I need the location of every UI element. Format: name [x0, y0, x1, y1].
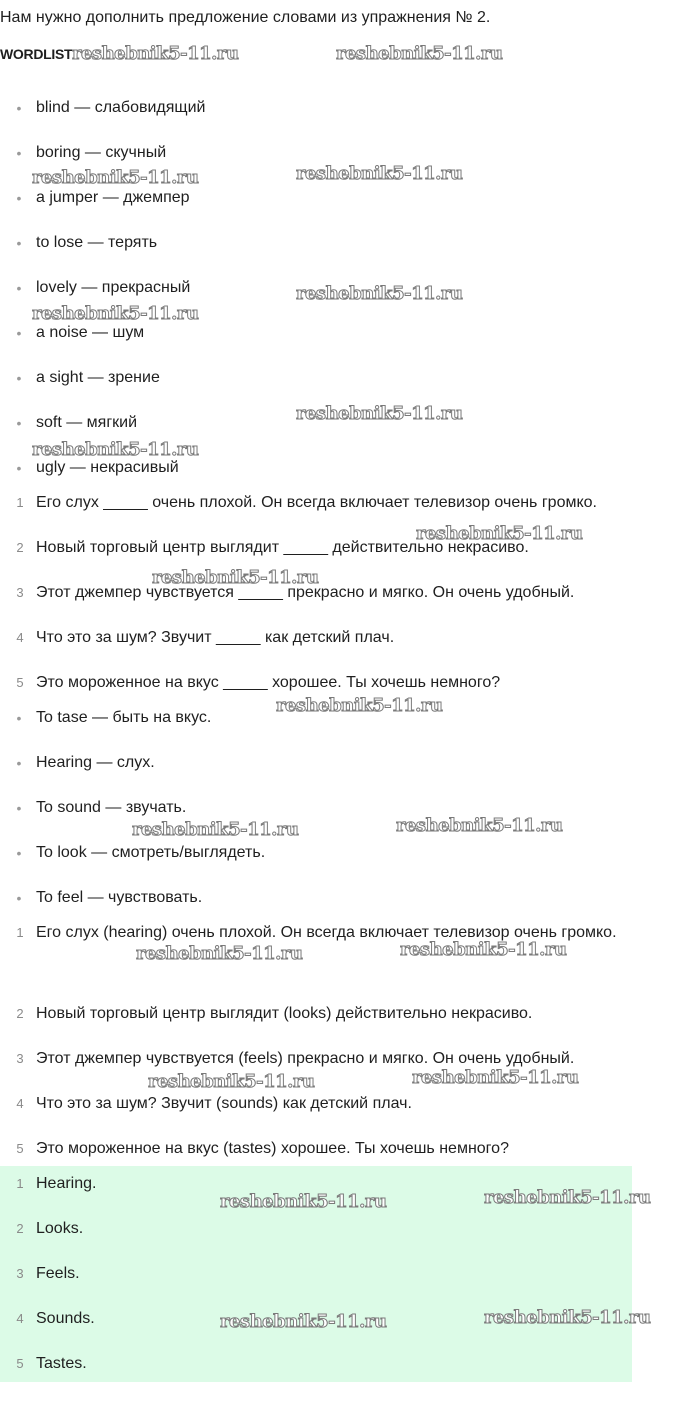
filled-sentence: Что это за шум? Звучит (sounds) как детский плач. [36, 1095, 412, 1112]
answer-item: Looks. [36, 1220, 84, 1237]
list-number: 2 [16, 1221, 24, 1236]
list-number: 3 [16, 1266, 24, 1281]
watermark: reshebnik5-11.ru [220, 1191, 387, 1212]
wordlist-item: a sight — зрение [36, 369, 160, 386]
bullet-icon: • [16, 100, 22, 116]
bullet-icon: • [16, 845, 22, 861]
watermark: reshebnik5-11.ru [484, 1307, 651, 1328]
verb-item: To look — смотреть/выглядеть. [36, 844, 266, 861]
exercise-sentence: Новый торговый центр выглядит _____ действительно некрасиво. [36, 539, 529, 556]
watermark: reshebnik5-11.ru [32, 439, 199, 460]
bullet-icon: • [16, 145, 22, 161]
bullet-icon: • [16, 755, 22, 771]
filled-sentence: Новый торговый центр выглядит (looks) действительно некрасиво. [36, 1005, 533, 1022]
list-number: 2 [16, 540, 24, 555]
verb-item: Hearing — слух. [36, 754, 155, 771]
bullet-icon: • [16, 710, 22, 726]
list-number: 5 [16, 1141, 24, 1156]
bullet-icon: • [16, 325, 22, 341]
wordlist-item: lovely — прекрасный [36, 279, 191, 296]
bullet-icon: • [16, 415, 22, 431]
answer-item: Feels. [36, 1265, 80, 1282]
bullet-icon: • [16, 190, 22, 206]
list-number: 1 [16, 495, 24, 510]
bullet-icon: • [16, 235, 22, 251]
bullet-icon: • [16, 800, 22, 816]
list-number: 4 [16, 1311, 24, 1326]
list-number: 5 [16, 1356, 24, 1371]
filled-sentence: Это мороженное на вкус (tastes) хорошее. Ты хочешь немного? [36, 1140, 509, 1157]
list-number: 1 [16, 925, 24, 940]
wordlist-item: soft — мягкий [36, 414, 138, 431]
watermark: reshebnik5-11.ru [152, 567, 319, 588]
list-number: 4 [16, 630, 24, 645]
wordlist-item: to lose — терять [36, 234, 158, 251]
watermark: reshebnik5-11.ru [412, 1067, 579, 1088]
watermark: reshebnik5-11.ru [396, 815, 563, 836]
filled-sentence: Этот джемпер чувствуется (feels) прекрасно и мягко. Он очень удобный. [36, 1050, 575, 1067]
list-number: 3 [16, 585, 24, 600]
wordlist-item: a jumper — джемпер [36, 189, 190, 206]
watermark: reshebnik5-11.ru [484, 1187, 651, 1208]
watermark: reshebnik5-11.ru [416, 523, 583, 544]
watermark: reshebnik5-11.ru [400, 939, 567, 960]
bullet-icon: • [16, 280, 22, 296]
verb-item: To feel — чувствовать. [36, 889, 203, 906]
wordlist-item: a noise — шум [36, 324, 145, 341]
watermark: reshebnik5-11.ru [148, 1071, 315, 1092]
bullet-icon: • [16, 890, 22, 906]
verb-item: To tase — быть на вкус. [36, 709, 212, 726]
filled-sentence: Его слух (hearing) очень плохой. Он всегда включает телевизор очень громко. [36, 924, 617, 941]
watermark: reshebnik5-11.ru [276, 695, 443, 716]
watermark: reshebnik5-11.ru [132, 819, 299, 840]
exercise-sentence: Этот джемпер чувствуется _____ прекрасно и мягко. Он очень удобный. [36, 584, 575, 601]
intro-text: Нам нужно дополнить предложение словами из упражнения № 2. [0, 9, 491, 26]
watermark: reshebnik5-11.ru [336, 43, 503, 64]
list-number: 4 [16, 1096, 24, 1111]
wordlist-title: WORDLIST [0, 46, 73, 62]
wordlist-item: boring — скучный [36, 144, 167, 161]
list-number: 2 [16, 1006, 24, 1021]
watermark: reshebnik5-11.ru [296, 283, 463, 304]
exercise-sentence: Это мороженное на вкус _____ хорошее. Ты хочешь немного? [36, 674, 501, 691]
answer-item: Hearing. [36, 1175, 97, 1192]
bullet-icon: • [16, 460, 22, 476]
wordlist-item: blind — слабовидящий [36, 99, 206, 116]
watermark: reshebnik5-11.ru [296, 403, 463, 424]
answer-item: Sounds. [36, 1310, 95, 1327]
answer-item: Tastes. [36, 1355, 87, 1372]
watermark: reshebnik5-11.ru [72, 43, 239, 64]
list-number: 5 [16, 675, 24, 690]
watermark: reshebnik5-11.ru [220, 1311, 387, 1332]
watermark: reshebnik5-11.ru [296, 163, 463, 184]
watermark: reshebnik5-11.ru [32, 167, 199, 188]
wordlist-item: ugly — некрасивый [36, 459, 179, 476]
list-number: 1 [16, 1176, 24, 1191]
watermark: reshebnik5-11.ru [32, 303, 199, 324]
verb-item: To sound — звучать. [36, 799, 187, 816]
bullet-icon: • [16, 370, 22, 386]
list-number: 3 [16, 1051, 24, 1066]
exercise-sentence: Что это за шум? Звучит _____ как детский плач. [36, 629, 395, 646]
watermark: reshebnik5-11.ru [136, 943, 303, 964]
exercise-sentence: Его слух _____ очень плохой. Он всегда включает телевизор очень громко. [36, 494, 597, 511]
